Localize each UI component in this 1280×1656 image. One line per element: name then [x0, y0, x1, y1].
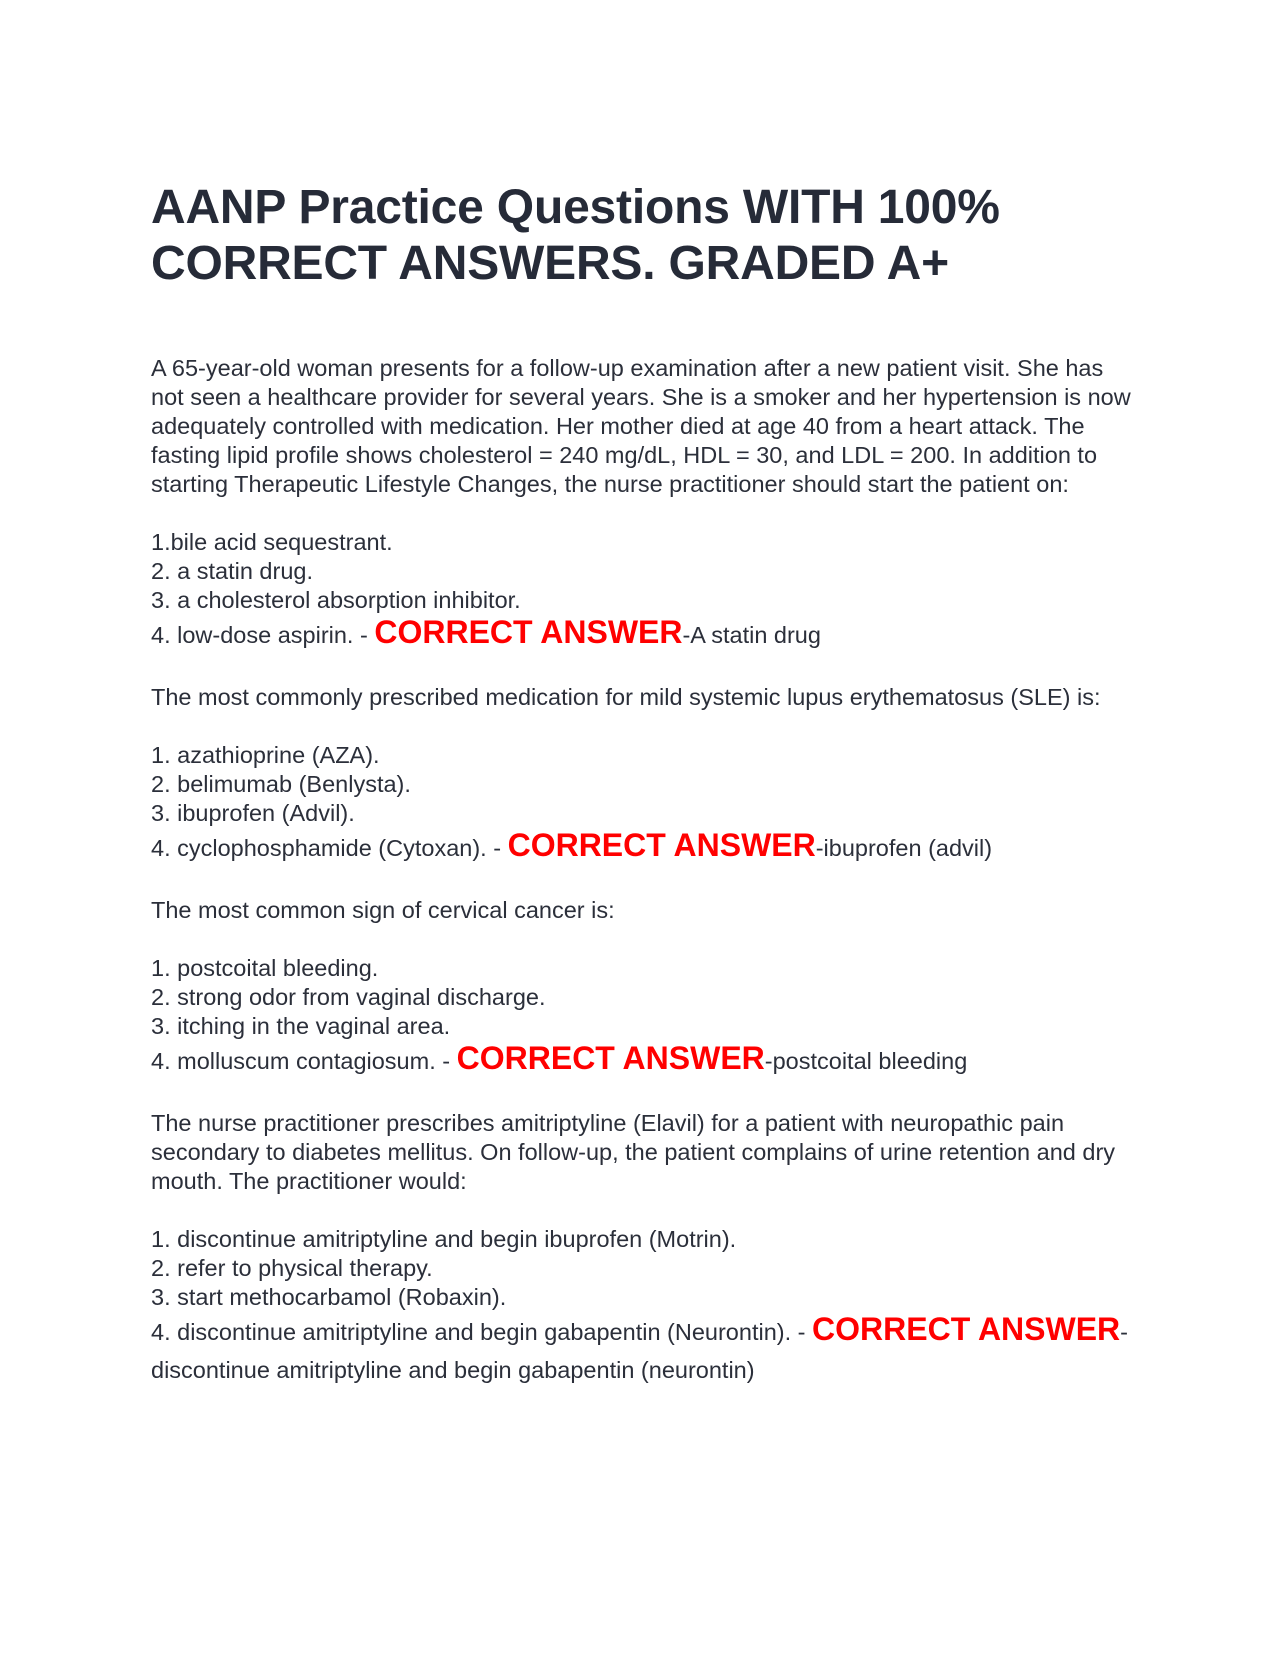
question-block	[151, 683, 1136, 867]
option: 1. discontinue amitriptyline and begin ibuprofen (Motrin).	[151, 1226, 737, 1252]
option: 1. azathioprine (AZA).	[151, 742, 380, 768]
correct-answer-label: CORRECT ANSWER	[456, 1040, 765, 1076]
question-stem: The nurse practitioner prescribes amitriptyline (Elavil) for a patient with neuropathic pain secondary to diabetes mellitus. On follow-up, the patient complains of urine retention and dry mouth. The practitioner would:	[151, 1110, 1116, 1194]
answer-text: -discontinue amitriptyline and begin gabapentin (neurontin)	[151, 1319, 1128, 1383]
answer-text: -ibuprofen (advil)	[815, 835, 993, 861]
correct-answer-label: CORRECT ANSWER	[507, 827, 816, 863]
option: 2. refer to physical therapy.	[151, 1255, 433, 1281]
option-with-answer	[151, 826, 1136, 867]
option: 4. molluscum contagiosum. -	[151, 1048, 457, 1074]
option-list	[151, 741, 1136, 867]
question-stem: The most common sign of cervical cancer is:	[151, 897, 615, 923]
question-block	[151, 896, 1136, 1080]
document-page	[151, 180, 1136, 1418]
option-list	[151, 1225, 1136, 1389]
option: 1. postcoital bleeding.	[151, 955, 379, 981]
option: 2. belimumab (Benlysta).	[151, 771, 411, 797]
option: 3. a cholesterol absorption inhibitor.	[151, 587, 521, 613]
question-block	[151, 354, 1136, 654]
correct-answer-label: CORRECT ANSWER	[374, 614, 683, 650]
option: 4. low-dose aspirin. -	[151, 622, 375, 648]
option: 4. discontinue amitriptyline and begin gabapentin (Neurontin). -	[151, 1319, 813, 1345]
document-title: AANP Practice Questions WITH 100% CORRECT ANSWERS. GRADED A+	[151, 181, 1000, 290]
option: 2. a statin drug.	[151, 558, 313, 584]
answer-text: -A statin drug	[682, 622, 821, 648]
option-list	[151, 954, 1136, 1080]
option-list	[151, 528, 1136, 654]
option: 4. cyclophosphamide (Cytoxan). -	[151, 835, 508, 861]
option: 3. itching in the vaginal area.	[151, 1013, 451, 1039]
question-stem: The most commonly prescribed medication for mild systemic lupus erythematosus (SLE) is:	[151, 684, 1101, 710]
question-block	[151, 1109, 1136, 1389]
question-stem: A 65-year-old woman presents for a follow-up examination after a new patient visit. She has not seen a healthcare provider for several years. She is a smoker and her hypertension is now adequately controlled with medication. Her mother died at age 40 from a heart attack. The fasting lipid profile shows cholesterol = 240 mg/dL, HDL = 30, and LDL = 200. In addition to starting Therapeutic Lifestyle Changes, the nurse practitioner should start the patient on:	[151, 355, 1131, 497]
option: 3. start methocarbamol (Robaxin).	[151, 1284, 507, 1310]
option: 1.bile acid sequestrant.	[151, 529, 393, 555]
option: 2. strong odor from vaginal discharge.	[151, 984, 546, 1010]
option-with-answer	[151, 1310, 1136, 1389]
option: 3. ibuprofen (Advil).	[151, 800, 355, 826]
option-with-answer	[151, 1039, 1136, 1080]
answer-text: -postcoital bleeding	[764, 1048, 968, 1074]
option-with-answer	[151, 613, 1136, 654]
correct-answer-label: CORRECT ANSWER	[812, 1311, 1121, 1347]
